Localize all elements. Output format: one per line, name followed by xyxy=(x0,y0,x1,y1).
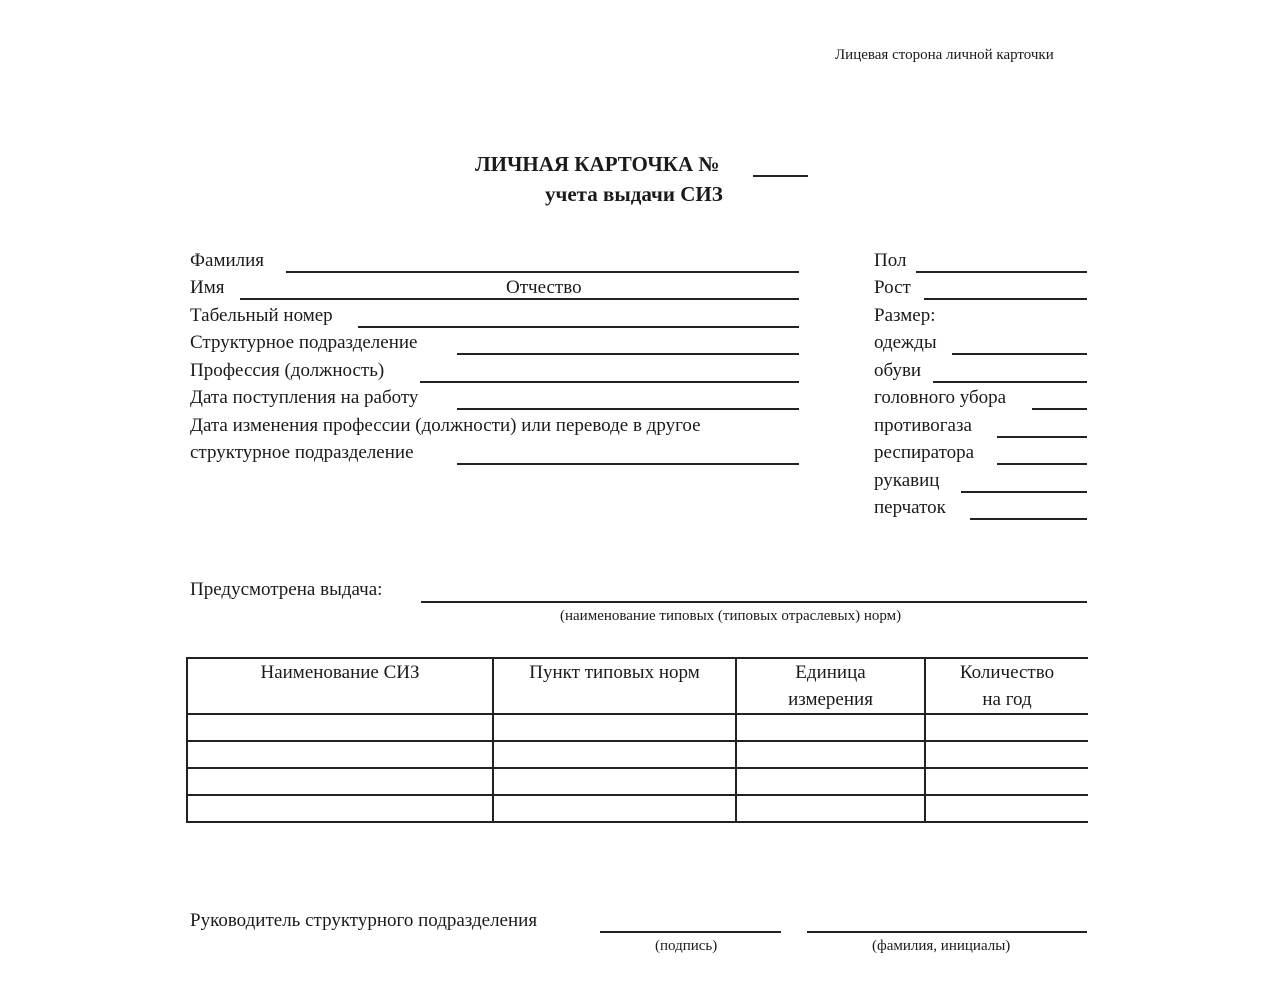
gas-mask-size-field[interactable] xyxy=(997,436,1087,438)
surname-field[interactable] xyxy=(286,271,799,273)
table-cell[interactable] xyxy=(736,741,925,768)
sex-field[interactable] xyxy=(916,271,1087,273)
col-header-norm-item: Пункт типовых норм xyxy=(493,658,736,714)
card-number-field[interactable] xyxy=(753,175,808,177)
signature-field[interactable] xyxy=(600,931,781,933)
name-caption: (фамилия, инициалы) xyxy=(872,938,1011,954)
table-row xyxy=(187,795,1088,822)
table-cell[interactable] xyxy=(187,741,493,768)
change-date-field[interactable] xyxy=(457,463,799,465)
mittens-size-label: рукавиц xyxy=(874,470,940,491)
col-header-quantity: Количество на год xyxy=(925,658,1088,714)
manager-name-field[interactable] xyxy=(807,931,1087,933)
name-label: Имя xyxy=(190,277,225,298)
table-cell[interactable] xyxy=(736,714,925,741)
gloves-size-label: перчаток xyxy=(874,497,946,518)
gloves-size-field[interactable] xyxy=(970,518,1087,520)
manager-label: Руководитель структурного подразделения xyxy=(190,910,538,931)
table-cell[interactable] xyxy=(493,714,736,741)
table-cell[interactable] xyxy=(925,795,1088,822)
table-cell[interactable] xyxy=(736,768,925,795)
card-title: ЛИЧНАЯ КАРТОЧКА № xyxy=(475,152,720,176)
tab-number-field[interactable] xyxy=(358,326,799,328)
department-field[interactable] xyxy=(457,353,799,355)
respirator-size-label: респиратора xyxy=(874,442,975,463)
col-header-unit: Единица измерения xyxy=(736,658,925,714)
signature-caption: (подпись) xyxy=(655,938,718,954)
table-cell[interactable] xyxy=(925,714,1088,741)
size-label: Размер: xyxy=(874,305,936,326)
tab-number-label: Табельный номер xyxy=(190,305,333,326)
table-row xyxy=(187,714,1088,741)
department-label: Структурное подразделение xyxy=(190,332,418,353)
col-header-ppe-name: Наименование СИЗ xyxy=(187,658,493,714)
change-department-label: структурное подразделение xyxy=(190,442,414,463)
headwear-size-label: головного убора xyxy=(874,387,1007,408)
table-cell[interactable] xyxy=(187,714,493,741)
header-note: Лицевая сторона личной карточки xyxy=(835,47,1054,63)
issue-label: Предусмотрена выдача: xyxy=(190,579,383,600)
card-subtitle: учета выдачи СИЗ xyxy=(545,182,723,206)
hire-date-label: Дата поступления на работу xyxy=(190,387,419,408)
shoes-size-label: обуви xyxy=(874,360,922,381)
change-date-label: Дата изменения профессии (должности) или переводе в другое xyxy=(190,415,701,436)
table-row xyxy=(187,741,1088,768)
table-cell[interactable] xyxy=(925,768,1088,795)
clothes-size-label: одежды xyxy=(874,332,937,353)
clothes-size-field[interactable] xyxy=(952,353,1087,355)
gas-mask-size-label: противогаза xyxy=(874,415,972,436)
sex-label: Пол xyxy=(874,250,907,271)
table-cell[interactable] xyxy=(493,741,736,768)
table-cell[interactable] xyxy=(493,795,736,822)
height-field[interactable] xyxy=(924,298,1087,300)
table-cell[interactable] xyxy=(187,795,493,822)
table-header-row xyxy=(187,658,1088,714)
ppe-table xyxy=(186,657,1088,823)
table-cell[interactable] xyxy=(187,768,493,795)
table-cell[interactable] xyxy=(925,741,1088,768)
respirator-size-field[interactable] xyxy=(997,463,1087,465)
table-cell[interactable] xyxy=(736,795,925,822)
profession-field[interactable] xyxy=(420,381,799,383)
table-row xyxy=(187,768,1088,795)
height-label: Рост xyxy=(874,277,911,298)
surname-label: Фамилия xyxy=(190,250,265,271)
patronymic-label: Отчество xyxy=(506,277,582,298)
hire-date-field[interactable] xyxy=(457,408,799,410)
profession-label: Профессия (должность) xyxy=(190,360,385,381)
issue-norms-field[interactable] xyxy=(421,601,1087,603)
issue-caption: (наименование типовых (типовых отраслевых) норм) xyxy=(560,608,902,624)
mittens-size-field[interactable] xyxy=(961,491,1087,493)
headwear-size-field[interactable] xyxy=(1032,408,1087,410)
shoes-size-field[interactable] xyxy=(933,381,1087,383)
table-cell[interactable] xyxy=(493,768,736,795)
